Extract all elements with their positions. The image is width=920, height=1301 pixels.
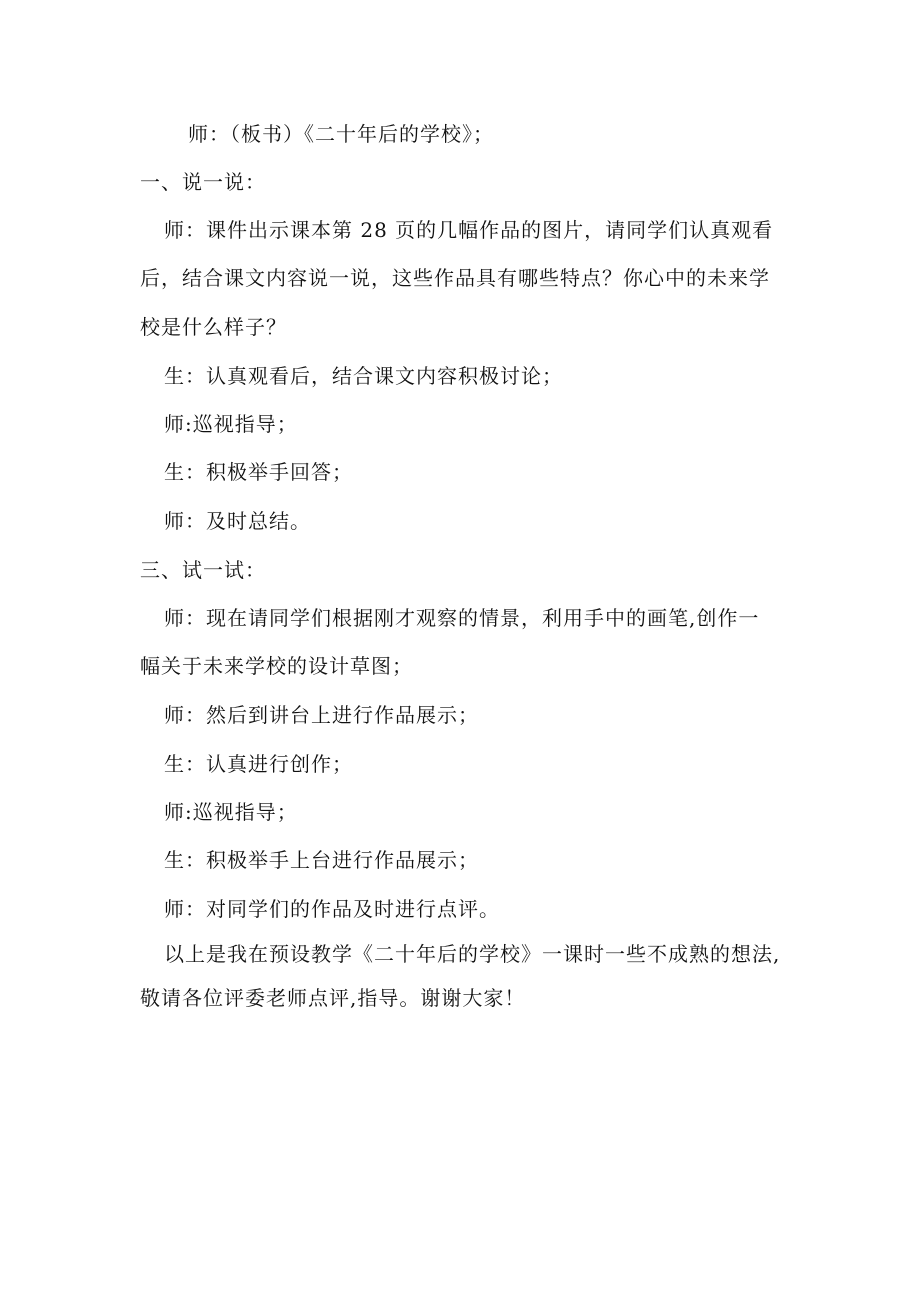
text-line: 幅关于未来学校的设计草图； (140, 654, 413, 678)
text-line: 师:巡视指导； (164, 800, 298, 824)
text-line: 生：认真进行创作； (164, 752, 353, 776)
text-line: 校是什么样子？ (140, 315, 287, 339)
text-line: 师:巡视指导； (164, 412, 298, 436)
section-heading: 一、说一说： (140, 170, 266, 194)
text-line: 师：（板书）《二十年后的学校》； (188, 122, 494, 146)
closing-line: 以上是我在预设教学《二十年后的学校》一课时一些不成熟的想法, (164, 942, 781, 966)
text-line: 生：认真观看后，结合课文内容积极讨论； (164, 364, 563, 388)
closing-line: 敬请各位评委老师点评,指导。谢谢大家！ (140, 986, 526, 1010)
text-line: 生：积极举手回答； (164, 460, 353, 484)
text-line: 师：及时总结。 (164, 509, 311, 533)
text-line: 师：然后到讲台上进行作品展示； (164, 703, 479, 727)
text-line: 师：课件出示课本第 28 页的几幅作品的图片，请同学们认真观看 (164, 218, 774, 242)
text-line: 生：积极举手上台进行作品展示； (164, 848, 479, 872)
text-line: 师：对同学们的作品及时进行点评。 (164, 897, 500, 921)
text-line: 后，结合课文内容说一说，这些作品具有哪些特点？你心中的未来学 (140, 266, 770, 290)
text-line: 师：现在请同学们根据刚才观察的情景，利用手中的画笔,创作一 (164, 606, 760, 630)
section-heading: 三、试一试： (140, 558, 266, 582)
